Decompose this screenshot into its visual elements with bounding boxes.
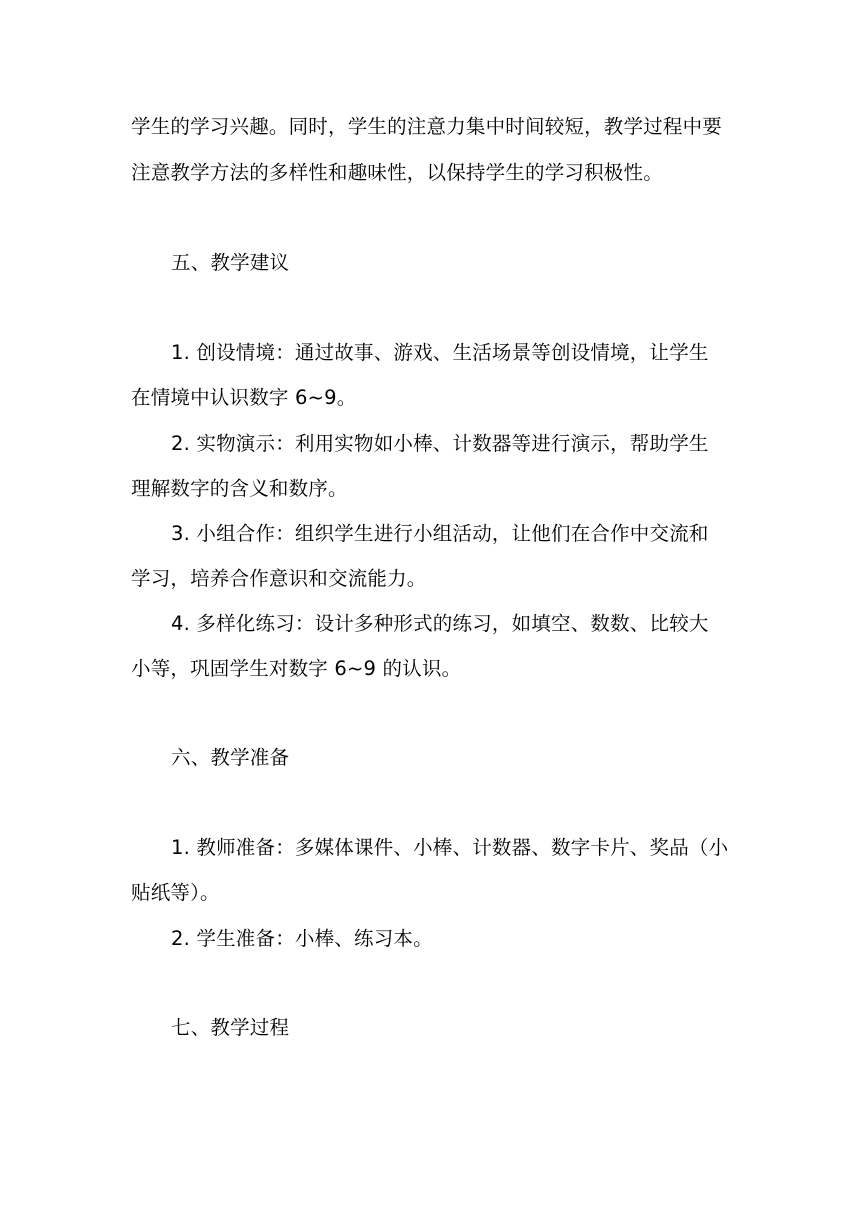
list-item-line: 在情境中认识数字 6~9。 (131, 386, 357, 409)
section-heading: 六、教学准备 (171, 746, 290, 769)
list-item-line: 1. 教师准备：多媒体课件、小棒、计数器、数字卡片、奖品（小 (171, 836, 729, 859)
list-item-line: 小等，巩固学生对数字 6~9 的认识。 (131, 657, 462, 680)
list-item-line: 1. 创设情境：通过故事、游戏、生活场景等创设情境，让学生 (171, 341, 709, 364)
paragraph-line: 注意教学方法的多样性和趣味性，以保持学生的学习积极性。 (131, 161, 663, 184)
section-heading: 七、教学过程 (171, 1016, 290, 1039)
list-item-line: 4. 多样化练习：设计多种形式的练习，如填空、数数、比较大 (171, 612, 709, 635)
list-item-line: 贴纸等）。 (131, 881, 220, 904)
list-item-line: 理解数字的含义和数序。 (131, 477, 348, 500)
list-item-line: 2. 实物演示：利用实物如小棒、计数器等进行演示，帮助学生 (171, 432, 709, 455)
paragraph-line: 学生的学习兴趣。同时，学生的注意力集中时间较短，教学过程中要 (131, 115, 723, 138)
list-item-line: 2. 学生准备：小棒、练习本。 (171, 927, 433, 950)
section-heading: 五、教学建议 (171, 251, 290, 274)
list-item-line: 3. 小组合作：组织学生进行小组活动，让他们在合作中交流和 (171, 522, 709, 545)
list-item-line: 学习，培养合作意识和交流能力。 (131, 567, 427, 590)
